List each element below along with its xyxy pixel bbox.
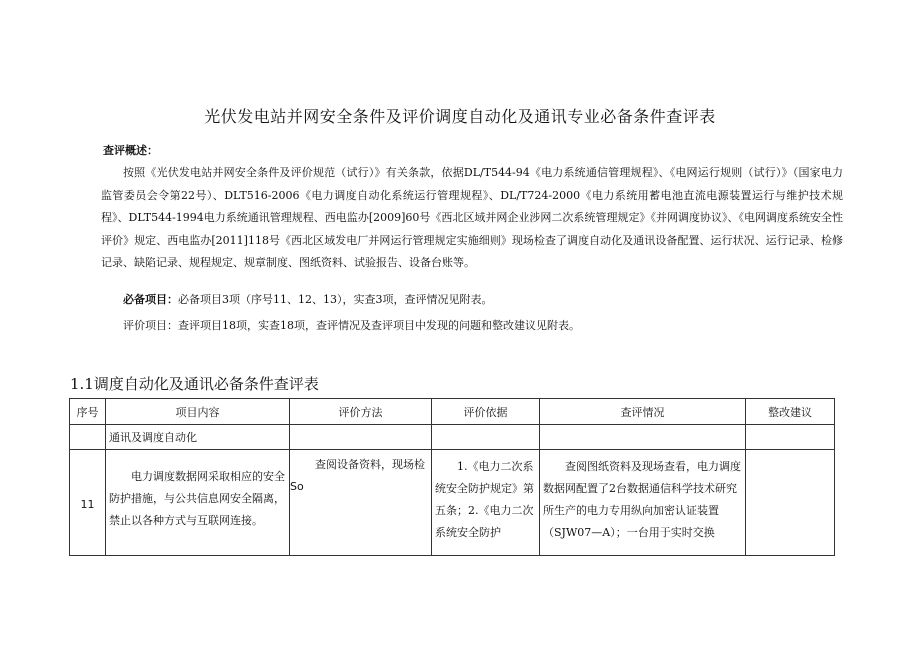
row-number: 11 <box>70 450 106 556</box>
required-items-label: 必备项目： <box>123 293 178 306</box>
header-findings: 查评情况 <box>540 399 746 425</box>
row-findings: 查阅图纸资料及现场查看，电力调度数据网配置了2台数据通信科学技术研究所生产的电力专用纵向加密认证装置（SJW07—A）；一台用于实时交换 <box>540 450 746 556</box>
evaluation-table <box>69 398 835 556</box>
header-basis: 评价依据 <box>432 399 540 425</box>
row-content: 电力调度数据网采取相应的安全防护措施，与公共信息网安全隔离，禁止以各种方式与互联网连接。 <box>106 450 290 556</box>
header-content: 项目内容 <box>106 399 290 425</box>
document-title: 光伏发电站并网安全条件及评价调度自动化及通讯专业必备条件查评表 <box>204 107 716 126</box>
table-group-row <box>70 425 835 450</box>
summary-label: 查评概述： <box>103 144 158 157</box>
evaluation-items-paragraph: 评价项目：查评项目18项，实查18项，查评情况及查评项目中发现的问题和整改建议见附表。 <box>123 319 580 332</box>
method-line-1: 查阅设备资料，现场检 <box>315 458 425 471</box>
method-line-2: So <box>290 480 304 493</box>
table-header-row <box>70 399 835 425</box>
group-label: 通讯及调度自动化 <box>106 425 290 450</box>
row-suggestion <box>746 450 835 556</box>
header-suggestion: 整改建议 <box>746 399 835 425</box>
row-basis: 1.《电力二次系统安全防护规定》第五条；2.《电力二次系统安全防护 <box>432 450 540 556</box>
table-row <box>70 450 835 556</box>
group-cell-empty <box>70 425 106 450</box>
required-items-text: 必备项目3项（序号11、12、13），实查3项，查评情况见附表。 <box>178 293 493 306</box>
header-no: 序号 <box>70 399 106 425</box>
summary-paragraph: 按照《光伏发电站并网安全条件及评价规范（试行）》有关条款，依据DL/T544-94《电力系统通信管理规程》、《电网运行规则（试行）》（国家电力监管委员会令第22号）、DLT516-2006《电力调度自动化系统运行管理规程》、DL/T724-2000《电力系统用蓄电池直流电源装置运行与维护技术规程》、DLT544-1994电力系统通讯管理规程、西电监办[2009]60号《西北区域并网企业涉网二次系统管理规定》《并网调度协议》、《电网调度系统安全性评价》规定、西电监办[2011]118号《西北区域发电厂并网运行管理规定实施细则》现场检查了调度自动化及通讯设备配置、运行状况、运行记录、检修记录、缺陷记录、规程规定、规章制度、图纸资料、试验报告、设备台账等。 <box>101 166 843 269</box>
header-method: 评价方法 <box>290 399 432 425</box>
row-method <box>290 450 432 556</box>
section-title: 1.1调度自动化及通讯必备条件查评表 <box>70 375 319 393</box>
required-items-paragraph <box>123 291 493 307</box>
